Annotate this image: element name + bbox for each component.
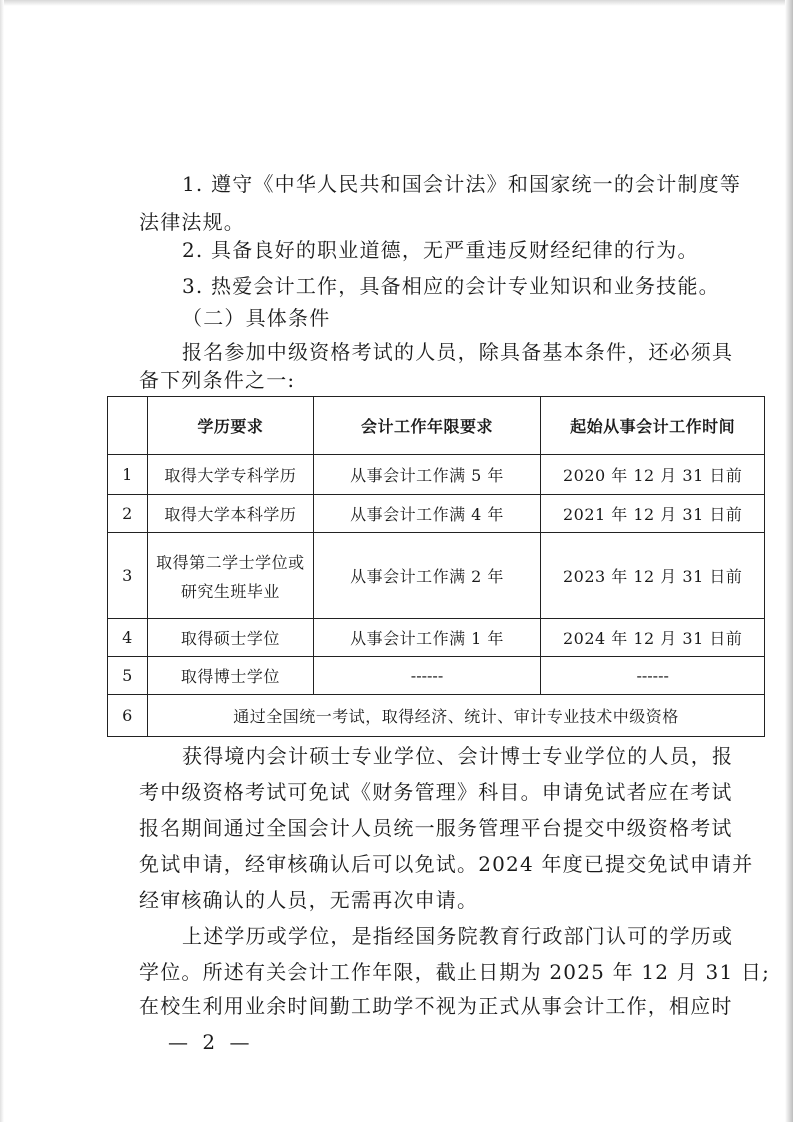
paragraph-1-line-1: 1. 遵守《中华人民共和国会计法》和国家统一的会计制度等 [182, 172, 742, 196]
row-years: 从事会计工作满 5 年 [313, 455, 541, 495]
exemption-line-3: 报名期间通过全国会计人员统一服务管理平台提交中级资格考试 [139, 816, 733, 840]
requirements-table [107, 396, 765, 737]
exemption-line-4: 免试申请，经审核确认后可以免试。2024 年度已提交免试申请并 [139, 852, 754, 876]
header-years: 会计工作年限要求 [313, 397, 541, 455]
row-number: 2 [108, 495, 148, 533]
header-education: 学历要求 [147, 397, 313, 455]
row-start-date: 2021 年 12 月 31 日前 [541, 495, 765, 533]
section-heading: （二）具体条件 [182, 306, 331, 330]
scan-edge-top [0, 0, 793, 6]
row-number: 6 [108, 695, 148, 737]
degree-line-3: 在校生利用业余时间勤工助学不视为正式从事会计工作，相应时 [139, 994, 733, 1018]
row-education: 取得硕士学位 [147, 619, 313, 657]
row-start-date: ------ [541, 657, 765, 695]
row-education-line-1: 取得第二学士学位或 [156, 552, 305, 572]
row-education: 取得大学本科学历 [147, 495, 313, 533]
row-start-date: 2024 年 12 月 31 日前 [541, 619, 765, 657]
row-number: 1 [108, 455, 148, 495]
exemption-line-5: 经审核确认的人员，无需再次申请。 [139, 888, 479, 912]
intro-line-2: 备下列条件之一: [139, 368, 296, 392]
degree-line-2: 学位。所述有关会计工作年限，截止日期为 2025 年 12 月 31 日; [139, 960, 771, 984]
scan-edge-right [785, 0, 793, 1122]
paragraph-1-line-2: 法律法规。 [139, 210, 245, 234]
table-row [108, 495, 765, 533]
header-start-date: 起始从事会计工作时间 [541, 397, 765, 455]
row-years: 从事会计工作满 4 年 [313, 495, 541, 533]
row-merged-qualification: 通过全国统一考试，取得经济、统计、审计专业技术中级资格 [147, 695, 764, 737]
row-education-line-2: 研究生班毕业 [180, 581, 280, 601]
row-start-date: 2023 年 12 月 31 日前 [541, 533, 765, 619]
row-years: ------ [313, 657, 541, 695]
paragraph-3: 3. 热爱会计工作，具备相应的会计专业知识和业务技能。 [182, 274, 720, 298]
page-number: — 2 — [168, 1030, 254, 1054]
row-number: 3 [108, 533, 148, 619]
exemption-line-1: 获得境内会计硕士专业学位、会计博士专业学位的人员，报 [182, 744, 734, 768]
row-number: 4 [108, 619, 148, 657]
row-start-date: 2020 年 12 月 31 日前 [541, 455, 765, 495]
header-no [108, 397, 148, 455]
paragraph-2: 2. 具备良好的职业道德，无严重违反财经纪律的行为。 [182, 238, 699, 262]
intro-line-1: 报名参加中级资格考试的人员，除具备基本条件，还必须具 [182, 340, 734, 364]
table-row [108, 619, 765, 657]
row-number: 5 [108, 657, 148, 695]
exemption-line-2: 考中级资格考试可免试《财务管理》科目。申请免试者应在考试 [139, 780, 733, 804]
scan-edge-left [0, 0, 4, 1122]
row-years: 从事会计工作满 1 年 [313, 619, 541, 657]
table-row [108, 695, 765, 737]
table-header-row [108, 397, 765, 455]
table-row [108, 657, 765, 695]
degree-line-1: 上述学历或学位，是指经国务院教育行政部门认可的学历或 [182, 924, 734, 948]
table-row [108, 455, 765, 495]
table-row [108, 533, 765, 619]
row-years: 从事会计工作满 2 年 [313, 533, 541, 619]
row-education: 取得大学专科学历 [147, 455, 313, 495]
row-education: 取得博士学位 [147, 657, 313, 695]
row-education [147, 533, 313, 619]
